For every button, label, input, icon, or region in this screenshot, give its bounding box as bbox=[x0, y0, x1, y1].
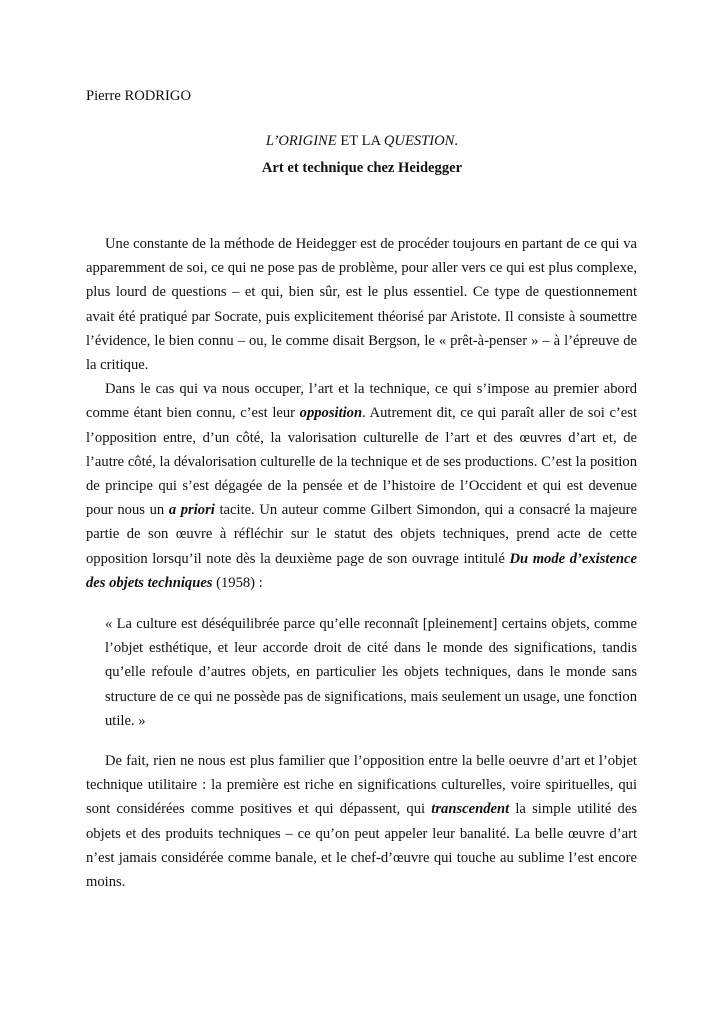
paragraph-2-text-1: Dans le cas qui va nous occuper, l’art et la technique, ce qui s’impose au premier abord comme étant bien connu, c’est leur bbox=[86, 381, 637, 422]
emphasis-book-title: Du mode d’existence des objets techniques bbox=[86, 550, 637, 591]
paragraph-3 bbox=[86, 749, 637, 894]
paragraph-2 bbox=[86, 377, 637, 595]
emphasis-opposition: opposition bbox=[299, 405, 363, 422]
document-subtitle: Art et technique chez Heidegger bbox=[261, 160, 463, 176]
block-quote: « La culture est déséquilibrée parce qu’elle reconnaît [pleinement] certains objets, comme l’objet esthétique, et leur accorde droit de cité dans le monde des significations, tandis qu’elle refoule d’autres objets, en particulier les objets techniques, dans le monde sans structure de ce qui ne possède pas de significations, mais seulement un usage, une fonction utile. » bbox=[105, 616, 637, 729]
body-text bbox=[86, 232, 637, 894]
author-name: Pierre RODRIGO bbox=[86, 88, 191, 104]
paragraph-3-text-1: De fait, rien ne nous est plus familier que l’opposition entre la belle oeuvre d’art et l’objet technique utilitaire : la première est riche en significations culturelles, voire spirituelles, qui sont considérées comme positives et qui dépassent, qui bbox=[86, 753, 637, 818]
emphasis-a-priori: a priori bbox=[168, 502, 215, 519]
paragraph-2-text-4: (1958) : bbox=[212, 574, 263, 591]
emphasis-transcendent: transcendent bbox=[431, 801, 510, 818]
title-part-origine: L’ORIGINE bbox=[265, 133, 337, 149]
paragraph-2-text-3: tacite. Un auteur comme Gilbert Simondon, qui a consacré la majeure partie de son œuvre à réfléchir sur le statut des objets techniques, prend acte de cette opposition lorsqu’il note dès la deuxième page de son ouvrage intitulé bbox=[86, 502, 637, 567]
document-title bbox=[0, 131, 724, 151]
title-part-question: QUESTION bbox=[383, 133, 455, 149]
paragraph-1: Une constante de la méthode de Heidegger est de procéder toujours en partant de ce qui va apparemment de soi, ce qui ne pose pas de problème, pour aller vers ce qui est plus complexe, plus lourd de questions – et qui, bien sûr, est le plus essentiel. Ce type de questionnement avait été pratiqué par Socrate, puis explicitement théorisé par Aristote. Il consiste à soumettre l’évidence, le bien connu – ou, le comme disait Bergson, le « prêt-à-penser » – à l’épreuve de la critique. bbox=[86, 236, 637, 374]
title-period: . bbox=[454, 133, 459, 149]
title-part-et-la: ET LA bbox=[336, 133, 384, 149]
paragraph-2-text-2: . Autrement dit, ce qui paraît aller de soi c’est l’opposition entre, d’un côté, la valorisation culturelle de l’art et des œuvres d’art et, de l’autre côté, la dévalorisation culturelle de la technique et de ses productions. C’est la position de principe qui s’est dégagée de la pensée et de l’histoire de l’Occident et qui est devenue pour nous un bbox=[86, 405, 637, 519]
paragraph-3-text-2: la simple utilité des objets et des produits techniques – ce qu’on peut appeler leur banalité. La belle œuvre d’art n’est jamais considérée comme banale, et le chef-d’œuvre qui touche au sublime l’est encore moins. bbox=[86, 801, 637, 891]
